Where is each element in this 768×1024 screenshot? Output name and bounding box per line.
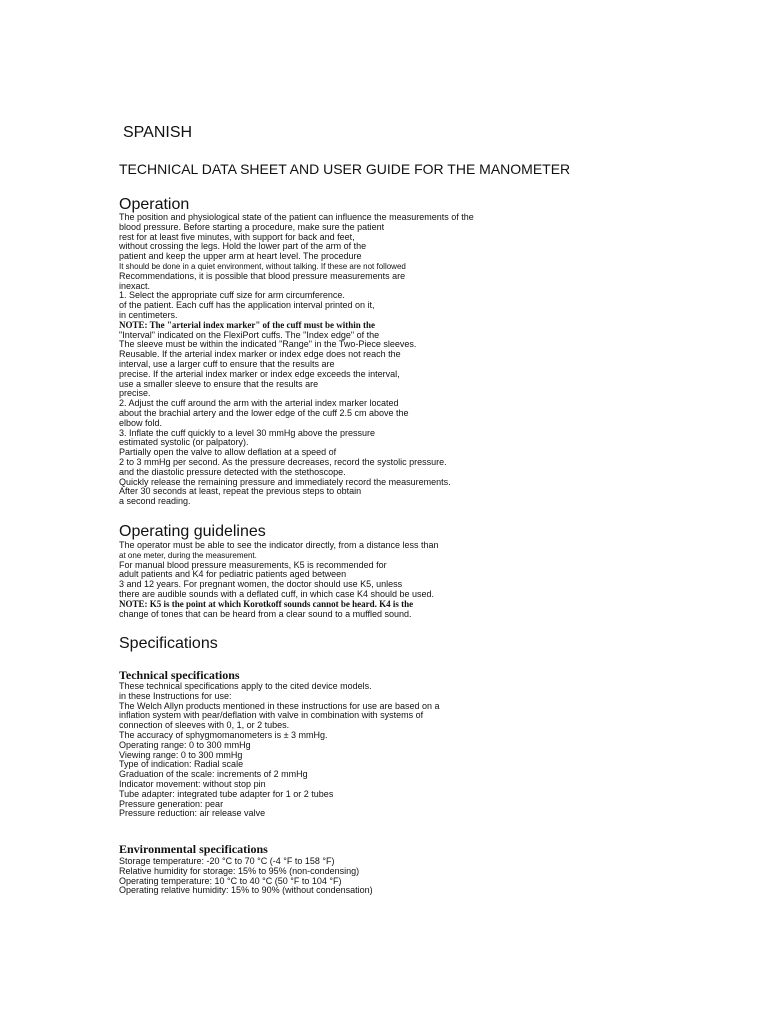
text-line: Operating range: 0 to 300 mmHg — [119, 739, 251, 750]
text-line: 3 and 12 years. For pregnant women, the doctor should use K5, unless — [119, 579, 403, 590]
text-line: precise. — [119, 388, 151, 399]
text-line: After 30 seconds at least, repeat the previous steps to obtain — [119, 486, 362, 497]
text-line: in these Instructions for use: — [119, 690, 232, 701]
note-line: NOTE: K5 is the point at which Korotkoff sounds cannot be heard. K4 is the — [119, 598, 414, 609]
text-line: without crossing the legs. Hold the lower part of the arm of the — [119, 241, 367, 252]
text-line: 1. Select the appropriate cuff size for arm circumference. — [119, 290, 345, 301]
text-line: precise. If the arterial index marker or index edge exceeds the interval, — [119, 368, 400, 379]
text-line: Relative humidity for storage: 15% to 95% (non-condensing) — [119, 865, 360, 876]
text-line: inflation system with pear/deflation with valve in combination with systems of — [119, 710, 424, 721]
text-line: adult patients and K4 for pediatric patients aged between — [119, 569, 347, 580]
text-line: 2. Adjust the cuff around the arm with the arterial index marker located — [119, 398, 399, 409]
text-line: interval, use a larger cuff to ensure that the results are — [119, 358, 335, 369]
text-line: of the patient. Each cuff has the application interval printed on it, — [119, 300, 375, 311]
text-line: Quickly release the remaining pressure and immediately record the measurements. — [119, 476, 451, 487]
text-line: Pressure generation: pear — [119, 798, 224, 809]
text-line: Type of indication: Radial scale — [119, 759, 244, 770]
text-line: The Welch Allyn products mentioned in these instructions for use are based on a — [119, 700, 440, 711]
environmental-specs-heading: Environmental specifications — [119, 842, 268, 856]
text-line: Pressure reduction: air release valve — [119, 808, 266, 819]
text-line: inexact. — [119, 280, 151, 291]
text-line: Partially open the valve to allow deflation at a speed of — [119, 447, 337, 458]
text-line: Graduation of the scale: increments of 2 mmHg — [119, 769, 308, 780]
guidelines-heading: Operating guidelines — [119, 523, 266, 540]
text-line: For manual blood pressure measurements, K5 is recommended for — [119, 559, 387, 570]
environmental-specs-body — [119, 857, 719, 896]
technical-specs-heading: Technical specifications — [119, 668, 240, 682]
text-line: Recommendations, it is possible that blood pressure measurements are — [119, 270, 406, 281]
text-line: The accuracy of sphygmomanometers is ± 3 mmHg. — [119, 729, 328, 740]
specifications-heading: Specifications — [119, 635, 218, 652]
text-line: there are audible sounds with a deflated cuff, in which case K4 should be used. — [119, 588, 435, 599]
text-line: at one meter, during the measurement. — [119, 550, 257, 560]
text-line: "Interval" indicated on the FlexiPort cuffs. The "Index edge" of the — [119, 329, 380, 340]
text-line: The sleeve must be within the indicated "Range" in the Two-Piece sleeves. — [119, 339, 417, 350]
text-line: These technical specifications apply to the cited device models. — [119, 681, 372, 691]
text-line: 2 to 3 mmHg per second. As the pressure decreases, record the systolic pressure. — [119, 456, 447, 467]
text-line: in centimeters. — [119, 309, 178, 320]
language-label: SPANISH — [123, 124, 193, 141]
text-line: elbow fold. — [119, 417, 163, 428]
document-title: TECHNICAL DATA SHEET AND USER GUIDE FOR THE MANOMETER — [119, 161, 571, 177]
text-line: 3. Inflate the cuff quickly to a level 30 mmHg above the pressure — [119, 427, 375, 438]
note-line: NOTE: The "arterial index marker" of the cuff must be within the — [119, 319, 376, 330]
text-line: and the diastolic pressure detected with the stethoscope. — [119, 466, 346, 477]
text-line: rest for at least five minutes, with support for back and feet, — [119, 231, 355, 242]
text-line: about the brachial artery and the lower edge of the cuff 2.5 cm above the — [119, 407, 409, 418]
guidelines-body — [119, 541, 719, 619]
operation-heading: Operation — [119, 196, 190, 213]
text-line: Indicator movement: without stop pin — [119, 778, 266, 789]
text-line: It should be done in a quiet environment, without talking. If these are not followed — [119, 261, 406, 271]
text-line: Operating relative humidity: 15% to 90% (without condensation) — [119, 885, 373, 896]
text-line: estimated systolic (or palpatory). — [119, 437, 249, 448]
operation-body — [119, 213, 719, 507]
text-line: Storage temperature: -20 °C to 70 °C (-4 °F to 158 °F) — [119, 856, 335, 866]
text-line: patient and keep the upper arm at heart level. The procedure — [119, 251, 362, 262]
text-line: blood pressure. Before starting a procedure, make sure the patient — [119, 221, 385, 232]
text-line: The position and physiological state of the patient can influence the measurements of the — [119, 212, 474, 222]
text-line: Tube adapter: integrated tube adapter for 1 or 2 tubes — [119, 788, 334, 799]
text-line: change of tones that can be heard from a clear sound to a muffled sound. — [119, 608, 412, 619]
text-line: Reusable. If the arterial index marker or index edge does not reach the — [119, 349, 401, 360]
technical-specs-body — [119, 682, 719, 819]
text-line: a second reading. — [119, 496, 191, 507]
text-line: connection of sleeves with 0, 1, or 2 tubes. — [119, 720, 290, 731]
text-line: Operating temperature: 10 °C to 40 °C (50 °F to 104 °F) — [119, 875, 342, 886]
text-line: The operator must be able to see the indicator directly, from a distance less than — [119, 540, 439, 550]
text-line: use a smaller sleeve to ensure that the results are — [119, 378, 319, 389]
text-line: Viewing range: 0 to 300 mmHg — [119, 749, 243, 760]
